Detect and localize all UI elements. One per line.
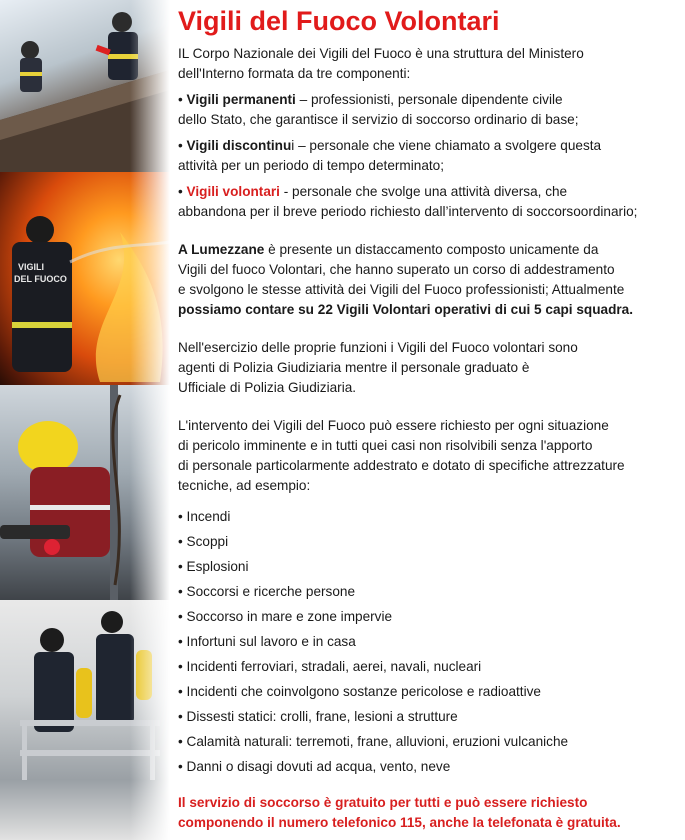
- police-line-1: Nell'esercizio delle proprie funzioni i Vigili del Fuoco volontari sono: [178, 340, 578, 355]
- firefighters-photo-collage: [0, 0, 170, 840]
- component-name: Vigili volontari: [186, 184, 280, 199]
- component-name: Vigili discontinu: [186, 138, 292, 153]
- list-item: • Scoppi: [178, 534, 229, 549]
- list-item: • Danni o disagi dovuti ad acqua, vento, neve: [178, 759, 451, 774]
- collage-fade-overlay: [130, 0, 170, 840]
- page-title: Vigili del Fuoco Volontari: [178, 6, 500, 36]
- police-paragraph: [178, 338, 678, 398]
- component-bullet: •: [178, 92, 187, 107]
- intervention-line-1: L'intervento dei Vigili del Fuoco può essere richiesto per ogni situazione: [178, 418, 609, 433]
- list-item: • Soccorsi e ricerche persone: [178, 584, 356, 599]
- intervention-line-3: di personale particolarmente addestrato e dotato di specifiche attrezzature: [178, 458, 625, 473]
- list-item: • Incidenti ferroviari, stradali, aerei, navali, nucleari: [178, 659, 482, 674]
- free-service-notice: [178, 793, 678, 833]
- component-permanent: [178, 90, 678, 130]
- police-line-3: Ufficiale di Polizia Giudiziaria.: [178, 380, 357, 395]
- component-desc-line-2: attività per un periodo di tempo determinato;: [178, 158, 444, 173]
- lumezzane-lead: A Lumezzane: [178, 242, 265, 257]
- list-item: • Calamità naturali: terremoti, frane, alluvioni, eruzioni vulcaniche: [178, 734, 569, 749]
- intro-line-1: IL Corpo Nazionale dei Vigili del Fuoco è una struttura del Ministero: [178, 46, 584, 61]
- lumezzane-line-1: è presente un distaccamento composto unicamente da: [264, 242, 599, 257]
- component-desc-line-1: – professionisti, personale dipendente civile: [295, 92, 563, 107]
- component-desc-line-1: - personale che svolge una attività diversa, che: [279, 184, 568, 199]
- component-name-tail: i: [291, 138, 295, 153]
- intervention-paragraph: [178, 416, 678, 496]
- component-desc-line-2: dello Stato, che garantisce il servizio di soccorso ordinario di base;: [178, 112, 579, 127]
- component-name: Vigili permanenti: [186, 92, 296, 107]
- component-bullet: •: [178, 184, 187, 199]
- vest-label-line1: VIGILI: [18, 262, 45, 272]
- examples-list: [178, 504, 678, 779]
- lumezzane-line-4: possiamo contare su 22 Vigili Volontari operativi di cui 5 capi squadra.: [178, 302, 634, 317]
- lumezzane-line-3: e svolgono le stesse attività dei Vigili del Fuoco professionisti; Attualmente: [178, 282, 625, 297]
- intro-line-2: dell'Interno formata da tre componenti:: [178, 66, 411, 81]
- list-item: • Soccorso in mare e zone impervie: [178, 609, 393, 624]
- list-item: • Infortuni sul lavoro e in casa: [178, 634, 356, 649]
- component-volunteer: [178, 182, 678, 222]
- list-item: • Incidenti che coinvolgono sostanze pericolose e radioattive: [178, 684, 541, 699]
- list-item: • Incendi: [178, 509, 231, 524]
- lumezzane-paragraph: [178, 240, 678, 320]
- intro-paragraph: [178, 44, 678, 84]
- component-bullet: •: [178, 138, 187, 153]
- component-desc-line-1: – personale che viene chiamato a svolgere questa: [294, 138, 602, 153]
- lumezzane-line-2: Vigili del fuoco Volontari, che hanno superato un corso di addestramento: [178, 262, 615, 277]
- list-item: • Esplosioni: [178, 559, 249, 574]
- intervention-line-4: tecniche, ad esempio:: [178, 478, 311, 493]
- component-discontinuous: [178, 136, 678, 176]
- intervention-line-2: di pericolo imminente e in tutti quei casi non risolvibili senza l'apporto: [178, 438, 593, 453]
- footer-line-1: Il servizio di soccorso è gratuito per tutti e può essere richiesto: [178, 795, 588, 810]
- component-desc-line-2: abbandona per il breve periodo richiesto dall’intervento di soccorsoordinario;: [178, 204, 638, 219]
- article-content: [178, 6, 678, 833]
- vest-label-line2: DEL FUOCO: [14, 274, 67, 284]
- footer-line-2: componendo il numero telefonico 115, anche la telefonata è gratuita.: [178, 815, 621, 830]
- police-line-2: agenti di Polizia Giudiziaria mentre il personale graduato è: [178, 360, 530, 375]
- list-item: • Dissesti statici: crolli, frane, lesioni a strutture: [178, 709, 458, 724]
